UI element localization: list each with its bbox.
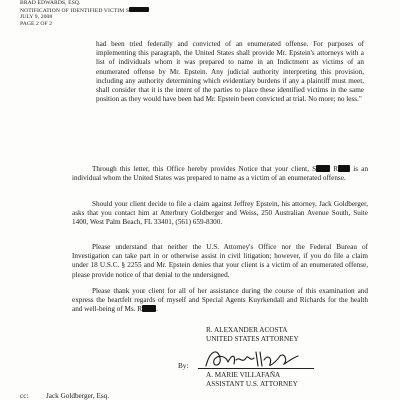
header-addressee: BRAD EDWARDS, ESQ.: [20, 0, 81, 6]
header-subject: NOTIFICATION OF IDENTIFIED VICTIM S: [20, 7, 149, 15]
claim-contact-paragraph: Should your client decide to file a claim against Jeffrey Epstein, his attorney, Jack Goldberger, asks that you contact him at Atterbury Goldberger and Weiss, 250 Australian Avenue South, Suite 1400, West Palm Beach, FL 33401, (561) 659-8300.: [72, 200, 368, 227]
letter-header: [20, 0, 149, 27]
signature-line: [198, 368, 314, 369]
cc-label: cc:: [20, 392, 29, 400]
redaction-bar: [129, 7, 149, 12]
us-attorney-title: UNITED STATES ATTORNEY: [206, 334, 299, 343]
redaction-bar: [142, 305, 156, 312]
closing-paragraph: Please thank your client for all of her assistance during the course of this examination and express the heartfelt regards of myself and Special Agents Kuyrkendall and Richards for the health and well-being of Ms. R .: [72, 287, 368, 314]
redaction-bar: [316, 165, 330, 172]
quoted-agreement-text: had been tried federally and convicted of an enumerated offense. For purposes of implementing this paragraph, the United States shall provide Mr. Epstein's attorneys with a list of individuals whom it was prepared to name in an Indictment as victims of an enumerated offense by Mr. Epstein. Any judicial authority interpreting this provision, including any authority determining which evidentiary burdens if any a plaintiff must meet, shall consider that it is the intent of the parties to place these identified victims in the same position as they would have been had Mr. Epstein been convicted at trial. No more; no less.": [96, 40, 364, 104]
signer-name: A. MARIE VILLAFAÑA: [206, 371, 281, 379]
notice-paragraph: Through this letter, this Office hereby provides Notice that your client, S R is an individual whom the United States was prepared to name as a victim of an enumerated offense.: [72, 165, 369, 183]
us-attorney-name: R. ALEXANDER ACOSTA: [206, 326, 288, 334]
civil-litigation-paragraph: Please understand that neither the U.S. Attorney's Office nor the Federal Bureau of Investigation can take part in or otherwise assist in civil litigation; however, if you do file a claim under 18 U.S.C. § 2255 and Mr. Epstein denies that your client is a victim of an enumerated offense, please provide notice of that denial to the undersigned.: [72, 243, 368, 279]
header-page-number: PAGE 2 OF 2: [20, 20, 53, 27]
by-label: By:: [178, 362, 189, 370]
redaction-bar: [338, 165, 350, 172]
carbon-copy-line: [20, 392, 109, 400]
signer-title: ASSISTANT U.S. ATTORNEY: [206, 379, 298, 388]
signer-block: [206, 371, 298, 388]
us-attorney-block: [206, 326, 299, 343]
header-date: JULY 9, 2008: [20, 14, 53, 21]
cc-recipient: Jack Goldberger, Esq.: [46, 392, 110, 400]
